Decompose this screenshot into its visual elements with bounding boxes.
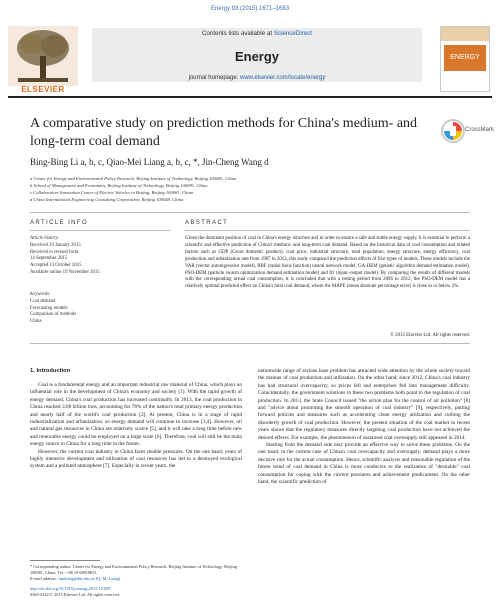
cover-top-band [441, 27, 489, 41]
crossmark-label: CrossMark [465, 127, 495, 133]
email-link[interactable]: lqmliang@bit.edu.cn (Q.-M. Liang). [58, 575, 122, 581]
divider [185, 230, 470, 231]
keyword: Coal demand [30, 298, 56, 304]
keywords-label: Keywords: [30, 292, 51, 297]
body-column-right [258, 368, 470, 487]
paragraph: Starting from the demand side may provide an effective way to solve these problems. On the one hand, in the current case of China's coal overcapacity and oversupply, demand plays a more decisive role for the actual consumption. Hence, scientific analysis and reasonable regulation of the future trend of coal demand in China is more conducive to the realization of "desirable" coal consumption for coping with the current pressures and achievement predicament. On the other hand, the scientific prediction of [258, 442, 470, 486]
keyword: Forecasting models [30, 305, 68, 311]
journal-reference[interactable]: Energy 93 (2015) 1671–1683 [210, 6, 290, 12]
contents-prefix: Contents lists available at [201, 30, 274, 37]
elsevier-wordmark: ELSEVIER [21, 85, 65, 94]
crossmark-icon[interactable] [440, 118, 466, 144]
article-info-heading: ARTICLE INFO [30, 220, 89, 226]
footnote-rule [30, 560, 100, 561]
issn-line: 0360-5442/© 2015 Elsevier Ltd. All rights reserved. [30, 591, 120, 597]
paragraph: However, the current coal industry in China faces double pressures. On the one hand, years of highly intensive development and utilization of coal resources has led to a destroyed ecological system and a polluted atmosphere [7]. Especially in recent years, the [30, 448, 242, 470]
journal-homepage [92, 75, 422, 81]
article-history [30, 236, 170, 277]
affiliation: b School of Management and Economics, Beijing Institute of Technology, Beijing 100081, China [30, 183, 208, 188]
history-item: Accepted 13 October 2015 [30, 263, 82, 269]
affiliation: d China International Engineering Consulting Corporation, Beijing 100048, China [30, 197, 184, 202]
history-item: Available online 19 November 2015 [30, 269, 100, 275]
section-heading: 1. Introduction [30, 368, 71, 374]
footnote-text: * Corresponding author. Center for Energy and Environmental Policy Research, Beijing Institute of Technology, Beijing 100081, China. Tel.: +86 10 68918651. [30, 564, 237, 575]
corresponding-author-footnote [30, 564, 242, 581]
journal-title: Energy [234, 49, 280, 64]
article-title: A comparative study on prediction methods for China's medium- and long-term coal demand [30, 116, 418, 149]
affiliation: a Center for Energy and Environmental Policy Research, Beijing Institute of Technology, Beijing 100081, China [30, 176, 237, 181]
abstract-text: Given the dominant position of coal in China's energy structure and in order to ensure a safe and stable energy supply, it is essential to perform a scientific and effective prediction of China's medium- and long-term coal demand. Based on the historical data of coal consumption and related factors such as GDP (Gross domestic product), coal price, industrial structure, total population, energy structure, energy efficiency, coal production and urbanization rate from 1987 to 2012, this study compared the prediction effects of five types of models. These models include the VAR (vector autoregressive model), RBF (radial basis function) neural network model, GA-DEM (genetic algorithm demand estimation model), PSO-DEM (particle swarm optimization demand estimation model) and IO (input–output model). By comparing the results of different models with the corresponding actual coal consumption, it is concluded that with a testing period from 2006 to 2012, the PSO-DEM model has a relatively optimal predicted effect on China's total coal demand, where the MAPE (mean absolute percentage error) is close to or below 2%. [185, 236, 470, 290]
homepage-prefix: journal homepage: [188, 75, 240, 81]
affiliations [30, 175, 450, 203]
paragraph: Coal is a fundamental energy and an important industrial raw material of China, which plays an influential role in the development of China's economy and society [1]. With the rapid growth of energy demand, China's coal production has increased continually. In 2013, the coal production in China reached 3.68 billion tons, accounting for 76% of the nation's total primary energy production and nearly half of the world's coal production [2]. At present, China is in a stage of rapid industrialization and urbanization, so energy demand will continue to increase [3,4]. However, oil and natural gas resources in China are relatively scarce [5], and it will take a long time before new and renewable energy could be employed on a large scale [6]. Therefore, coal will still be the main energy source in China for a long time in the future. [30, 382, 242, 448]
divider [30, 212, 470, 213]
homepage-link[interactable]: www.elsevier.com/locate/energy [240, 75, 326, 81]
divider [30, 230, 170, 231]
author-list: Bing-Bing Li a, b, c, Qiao-Mei Liang a, b, c, *, Jin-Cheng Wang d [30, 157, 269, 167]
keyword: China [30, 319, 42, 325]
keywords [30, 292, 170, 326]
body-column-left [30, 382, 242, 471]
contents-line [92, 30, 422, 37]
cover-title: ENERGY [444, 45, 486, 71]
copyright-notice: © 2015 Elsevier Ltd. All rights reserved. [390, 333, 470, 338]
affiliation: c Collaborative Innovation Center of Electric Vehicles in Beijing, Beijing 100081, China [30, 190, 194, 195]
elsevier-tree-logo [8, 26, 78, 86]
paragraph: nationwide range of serious haze problem has attracted wide attention by the whole society toward the manner of coal production and utilization. On the other hand, since 2012, China's coal industry has had structural overcapacity, so prices fell and enterprises fell into management difficulty. Coincidentally, the government solutions to these two problems both point to the regulation of coal production. In 2013, the State Council issued "the action plan for the control of air pollution" [8] and "advice about promoting the smooth operation of coal industry" [9], respectively, putting forward policies and measures such as accelerating clean energy utilization and curbing the disorderly growth of coal production. However, the present situation of the coal market in recent years shows that the regulatory measures directly targeting coal production have not achieved the desired effects. For example, the phenomenon of sustained coal oversupply still appeared in 2014. [258, 368, 470, 441]
history-item: Received in revised form [30, 249, 79, 255]
header-rule [8, 96, 492, 98]
abstract-heading: ABSTRACT [185, 220, 229, 226]
keyword: Comparison of methods [30, 312, 77, 318]
email-label: E-mail address: [30, 575, 58, 581]
email-line [30, 576, 242, 582]
divider [30, 343, 470, 344]
doi-block [30, 586, 242, 598]
history-label: Article history: [30, 236, 60, 241]
journal-cover-thumbnail[interactable] [440, 26, 490, 92]
history-item: Received 29 January 2015 [30, 242, 81, 248]
doi-link[interactable]: http://dx.doi.org/10.1016/j.energy.2015.10.059 [30, 586, 111, 591]
sciencedirect-link[interactable]: ScienceDirect [273, 30, 313, 37]
history-item: 14 September 2015 [30, 256, 68, 262]
